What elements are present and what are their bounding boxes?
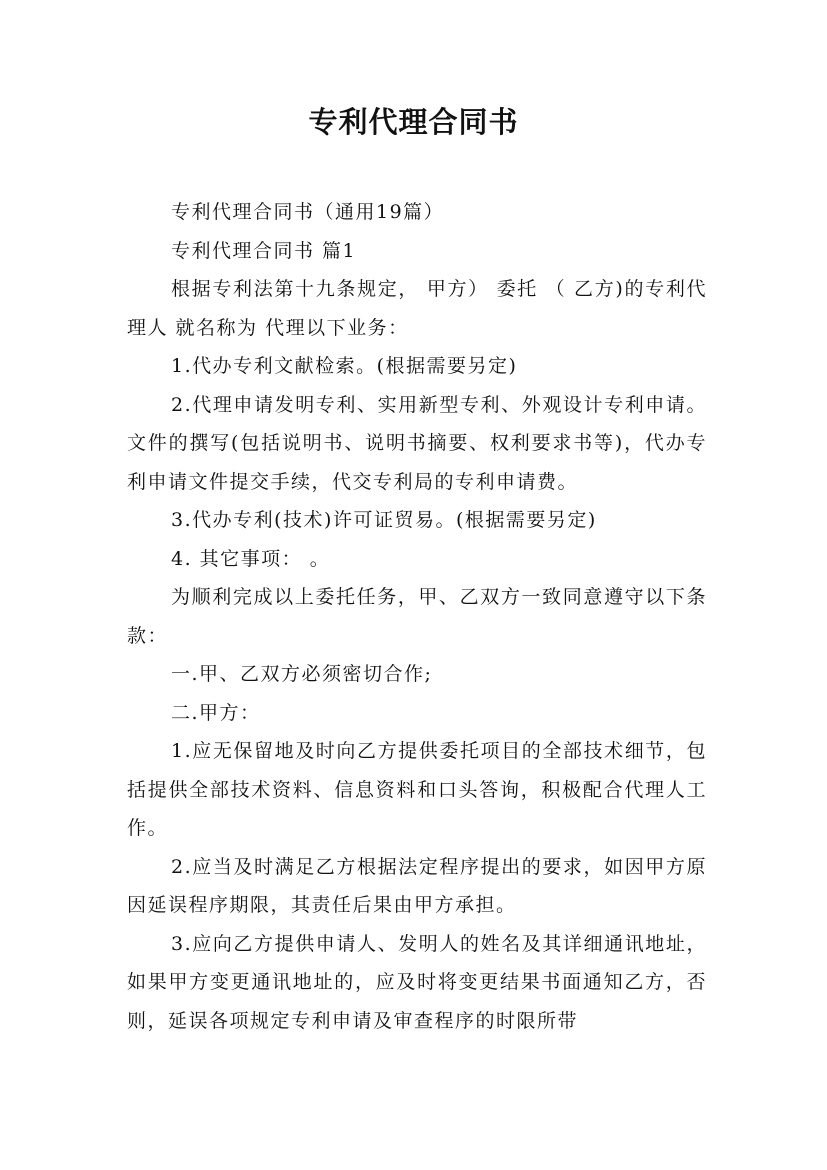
paragraph: 4. 其它事项： 。 [171, 547, 331, 570]
paragraph: 一.甲、乙双方必须密切合作; [171, 663, 433, 685]
paragraph: 3.代办专利(技术)许可证贸易。(根据需要另定) [171, 509, 597, 531]
document-title: 专利代理合同书 [308, 105, 519, 139]
paragraph: 二.甲方： [171, 701, 261, 724]
paragraph: 2.代理申请发明专利、实用新型专利、外观设计专利申请。文件的撰写(包括说明书、说明书摘要、权利要求书等)，代办专利申请文件提交手续，代交专利局的专利申请费。 [127, 393, 707, 493]
paragraph-subtitle: 专利代理合同书（通用19篇） [171, 201, 445, 223]
paragraph: 3.应向乙方提供申请人、发明人的姓名及其详细通讯地址，如果甲方变更通讯地址的，应及时将变更结果书面通知乙方，否则，延误各项规定专利申请及审查程序的时限所带 [127, 932, 707, 1032]
document-body [127, 193, 707, 1040]
paragraph: 2.应当及时满足乙方根据法定程序提出的要求，如因甲方原因延误程序期限，其责任后果由甲方承担。 [127, 855, 707, 916]
paragraph: 根据专利法第十九条规定， 甲方） 委托 （ 乙方)的专利代理人 就名称为 代理以下业务： [127, 278, 707, 339]
paragraph-section-heading: 专利代理合同书 篇1 [171, 239, 357, 262]
paragraph: 1.应无保留地及时向乙方提供委托项目的全部技术细节，包括提供全部技术资料、信息资料和口头答询，积极配合代理人工作。 [127, 740, 707, 839]
paragraph: 为顺利完成以上委托任务，甲、乙双方一致同意遵守以下条款： [127, 586, 707, 647]
paragraph: 1.代办专利文献检索。(根据需要另定) [171, 355, 518, 377]
